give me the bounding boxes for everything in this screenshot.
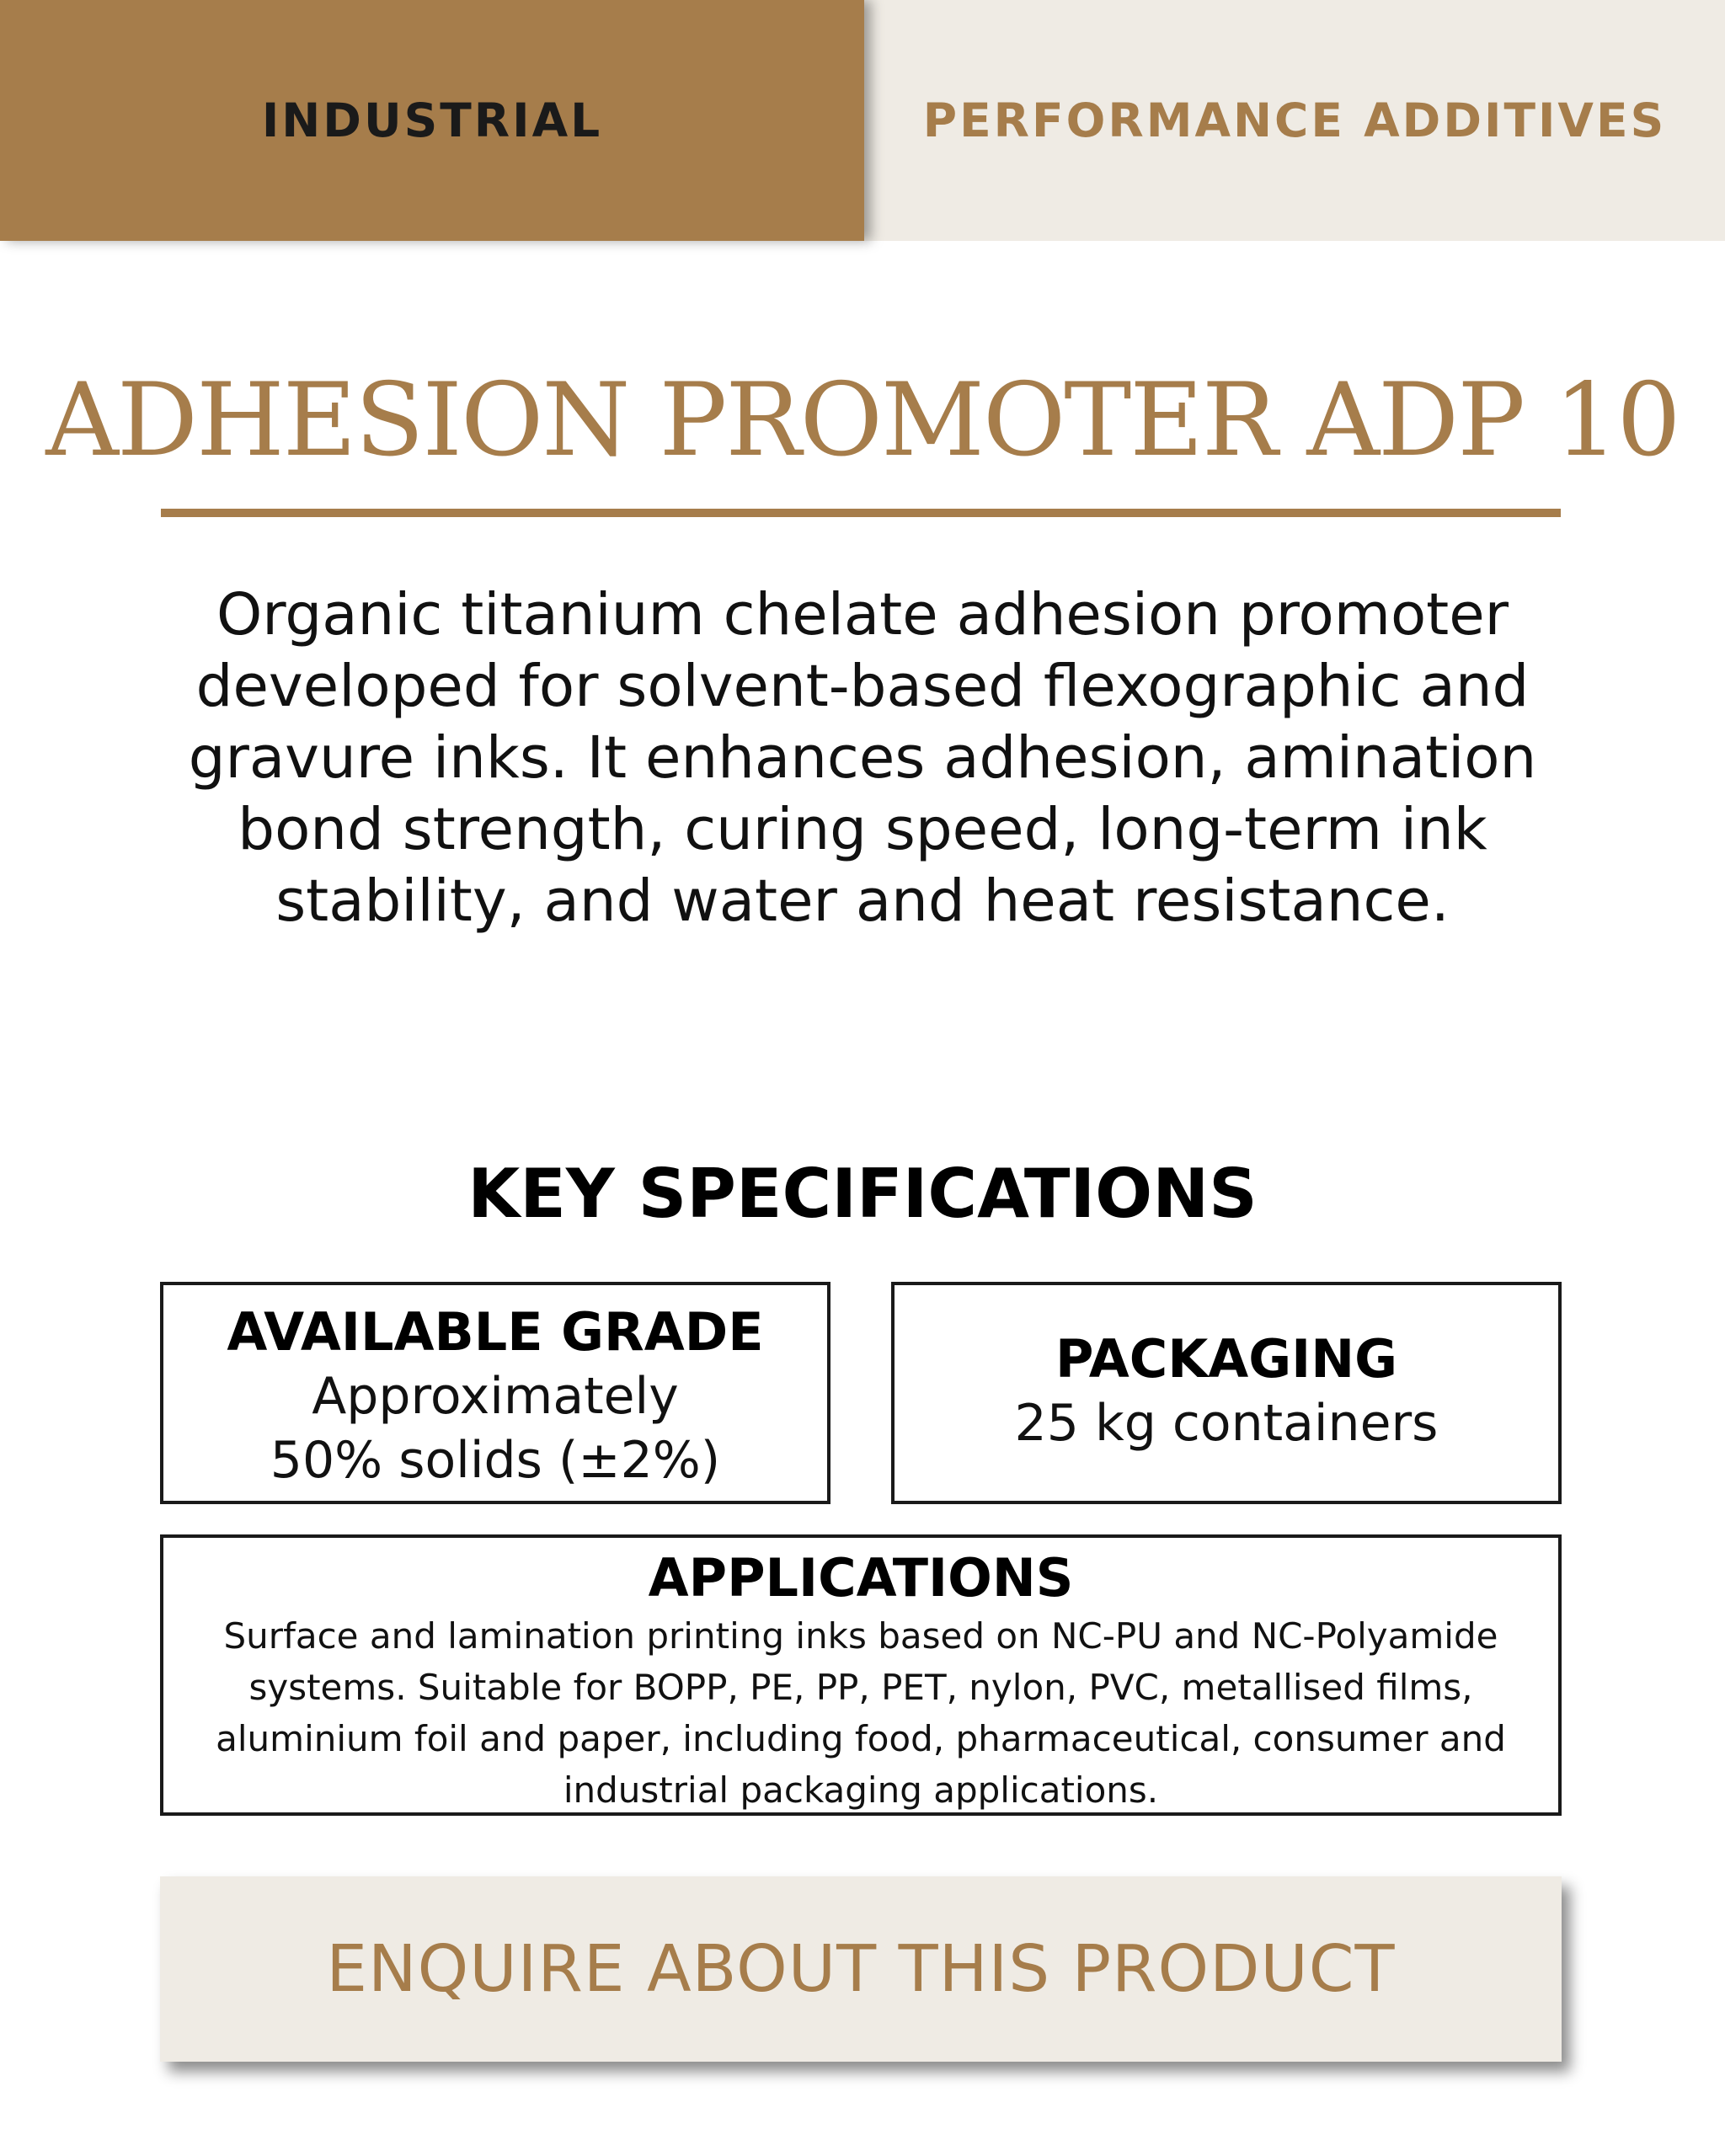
- applications-value: Surface and lamination printing inks based on NC-PU and NC-Polyamide systems. Suitable for BOPP, PE, PP, PET, nylon, PVC, metallised films, aluminium foil and paper, including food, pharmaceutical, consumer and industrial packaging applications.: [216, 1615, 1506, 1811]
- available-grade-value: Approximately 50% solids (±2%): [270, 1367, 721, 1490]
- title-divider: [161, 509, 1561, 517]
- packaging-value: 25 kg containers: [1014, 1394, 1439, 1453]
- tab-performance-additives[interactable]: PERFORMANCE ADDITIVES: [864, 0, 1725, 241]
- packaging-label: PACKAGING: [1055, 1328, 1397, 1390]
- applications-card: [160, 1534, 1562, 1816]
- applications-label: APPLICATIONS: [648, 1547, 1074, 1609]
- packaging-card: [891, 1282, 1562, 1504]
- category-tabs: [0, 0, 1725, 241]
- available-grade-card: [160, 1282, 830, 1504]
- tab-industrial[interactable]: INDUSTRIAL: [0, 0, 864, 241]
- product-title: ADHESION PROMOTER ADP 10: [45, 362, 1680, 479]
- enquire-button[interactable]: ENQUIRE ABOUT THIS PRODUCT: [160, 1876, 1562, 2062]
- specifications-heading: KEY SPECIFICATIONS: [467, 1155, 1258, 1233]
- available-grade-label: AVAILABLE GRADE: [227, 1301, 764, 1363]
- product-description: Organic titanium chelate adhesion promoter developed for solvent-based flexographic and gravure inks. It enhances adhesion, amination bond strength, curing speed, long-term ink stability, and water and heat resistance.: [188, 581, 1537, 935]
